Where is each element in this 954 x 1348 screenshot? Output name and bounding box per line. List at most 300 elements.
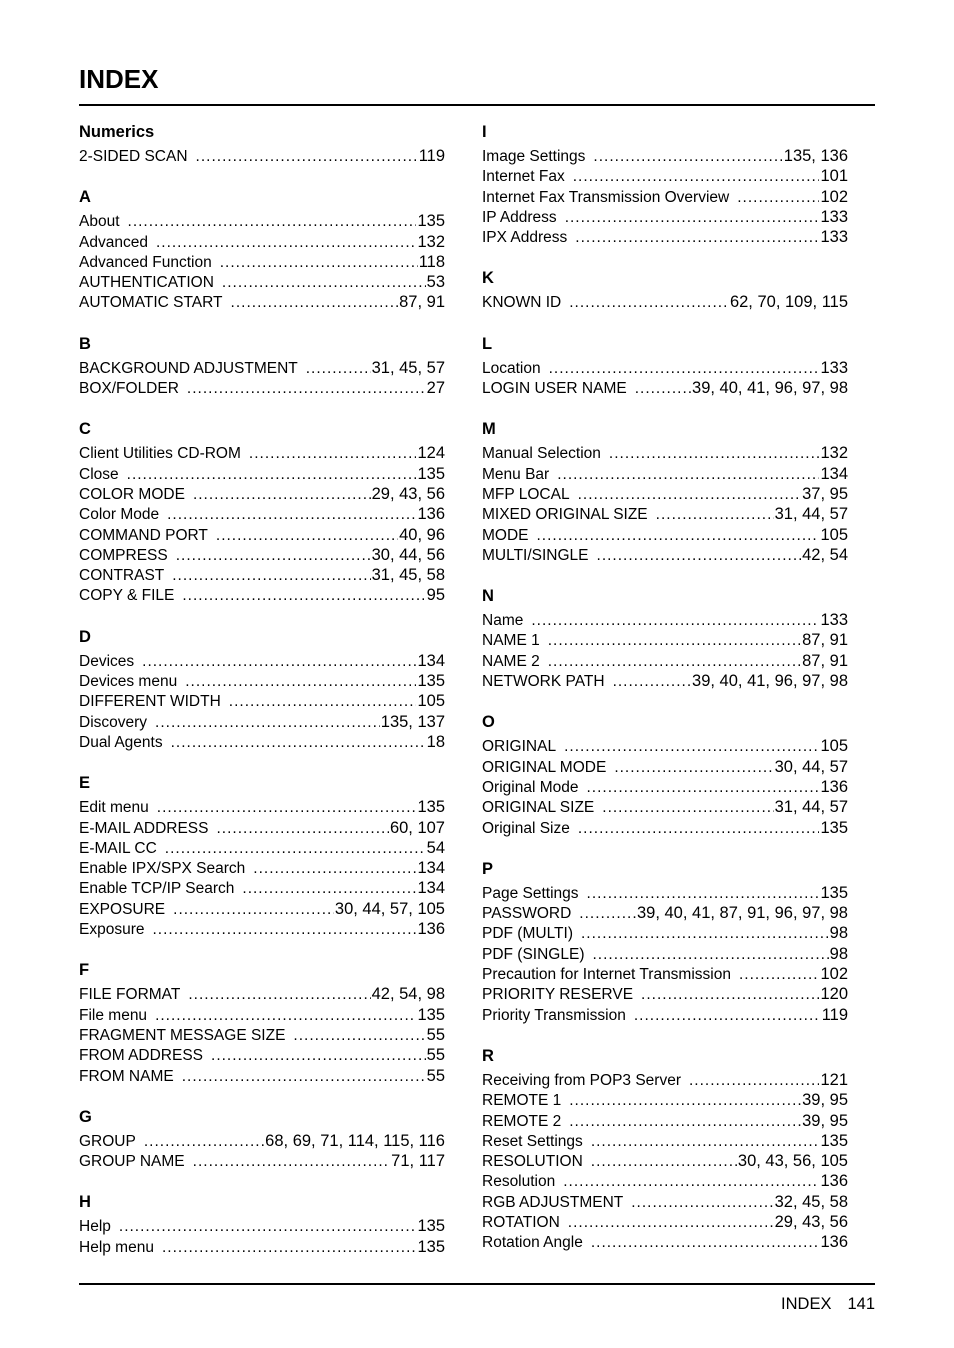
dot-leader [614, 758, 773, 778]
index-entry [79, 732, 445, 752]
entry-term: REMOTE 1 [482, 1092, 562, 1110]
entry-term: Devices menu [79, 673, 178, 691]
dot-leader [167, 505, 416, 525]
index-section [79, 627, 445, 752]
entry-pages[interactable]: 124 [417, 444, 445, 463]
index-entry [79, 1025, 445, 1045]
entry-term: EXPOSURE [79, 900, 166, 918]
entry-pages[interactable]: 60, 107 [389, 818, 445, 837]
index-entry [79, 232, 445, 252]
index-entry [482, 1005, 848, 1025]
dot-leader [575, 228, 819, 248]
entry-term: Rotation Angle [482, 1234, 583, 1252]
entry-term: PDF (SINGLE) [482, 945, 585, 963]
entry-pages[interactable]: 105 [417, 692, 445, 711]
entry-term: BOX/FOLDER [79, 380, 179, 398]
entry-term: 2-SIDED SCAN [79, 148, 188, 165]
dot-leader [152, 920, 416, 940]
entry-term: E-MAIL CC [79, 839, 157, 857]
index-entry [79, 464, 445, 484]
entry-pages[interactable]: 29, 43, 56 [371, 484, 445, 503]
entry-term: PASSWORD [482, 905, 572, 923]
index-entry [482, 797, 848, 817]
entry-pages[interactable]: 37, 95 [802, 484, 848, 503]
dot-leader [568, 1213, 774, 1233]
index-entry [482, 1090, 848, 1110]
dot-leader [155, 713, 380, 733]
entry-term: Devices [79, 652, 135, 670]
index-entry [79, 691, 445, 711]
entry-term: GROUP NAME [79, 1153, 185, 1171]
index-entry [79, 484, 445, 504]
dot-leader [211, 1046, 426, 1066]
entry-pages[interactable]: 71, 117 [391, 1152, 445, 1171]
entry-pages[interactable]: 18 [426, 732, 445, 751]
entry-pages[interactable]: 95 [426, 586, 445, 605]
dot-leader [548, 652, 801, 672]
dot-leader [593, 147, 782, 167]
dot-leader [196, 147, 418, 167]
entry-pages[interactable]: 135 [820, 1131, 848, 1150]
entry-term: Color Mode [79, 506, 160, 524]
dot-leader [188, 985, 370, 1005]
index-entry [79, 1066, 445, 1086]
section-heading: Numerics [79, 123, 155, 141]
entry-pages[interactable]: 134 [417, 651, 445, 670]
index-entry [482, 883, 848, 903]
index-entry [79, 504, 445, 524]
dot-leader [537, 526, 820, 546]
entry-term: Internet Fax [482, 168, 565, 186]
index-entry [482, 1070, 848, 1090]
index-entry [482, 443, 848, 463]
entry-term: KNOWN ID [482, 294, 562, 312]
page-number: 141 [847, 1295, 875, 1313]
section-heading: G [79, 1107, 92, 1126]
index-entry [482, 207, 848, 227]
entry-pages[interactable]: 135 [417, 212, 445, 231]
entry-term: Enable IPX/SPX Search [79, 860, 246, 878]
entry-term: FRAGMENT MESSAGE SIZE [79, 1026, 286, 1044]
dot-leader [176, 546, 371, 566]
index-entry [482, 984, 848, 1004]
dot-leader [591, 1152, 737, 1172]
entry-pages[interactable]: 118 [418, 252, 445, 271]
entry-pages[interactable]: 105 [820, 737, 848, 756]
dot-leader [569, 1112, 801, 1132]
entry-pages[interactable]: 133 [820, 207, 848, 226]
entry-pages[interactable]: 136 [820, 1172, 848, 1191]
section-heading: P [482, 859, 494, 878]
entry-term: Name [482, 612, 524, 630]
entry-term: AUTOMATIC START [79, 294, 223, 312]
entry-pages[interactable]: 135 [417, 1005, 445, 1024]
index-section [482, 122, 848, 247]
dot-leader [253, 859, 416, 879]
entry-pages[interactable]: 136 [820, 777, 848, 796]
index-entry [79, 146, 445, 166]
entry-pages[interactable]: 134 [417, 879, 445, 898]
index-column-left [79, 122, 445, 1257]
entry-pages[interactable]: 98 [829, 944, 848, 963]
dot-leader [216, 526, 398, 546]
entry-term: Priority Transmission [482, 1006, 626, 1024]
entry-pages[interactable]: 132 [417, 232, 445, 251]
index-entry [482, 923, 848, 943]
entry-pages[interactable]: 39, 40, 41, 87, 91, 96, 97, 98 [636, 904, 848, 923]
dot-leader [613, 672, 691, 692]
index-entry [79, 1237, 445, 1257]
entry-pages[interactable]: 62, 70, 109, 115 [729, 293, 848, 312]
index-entry [482, 1192, 848, 1212]
dot-leader [217, 819, 389, 839]
entry-pages[interactable]: 135, 136 [783, 147, 848, 165]
entry-term: PDF (MULTI) [482, 925, 573, 943]
entry-pages[interactable]: 30, 44, 56 [371, 545, 445, 564]
footer-label: INDEX [781, 1295, 832, 1313]
entry-pages[interactable]: 39, 40, 41, 96, 97, 98 [692, 672, 848, 691]
entry-term: Advanced Function [79, 253, 212, 271]
entry-pages[interactable]: 101 [820, 167, 848, 186]
entry-term: Exposure [79, 921, 145, 939]
entry-pages[interactable]: 29, 43, 56 [774, 1212, 848, 1231]
entry-pages[interactable]: 135, 137 [380, 712, 445, 731]
entry-pages[interactable]: 134 [820, 464, 848, 483]
entry-pages[interactable]: 136 [417, 920, 445, 939]
index-entry [482, 1232, 848, 1252]
index-entry [79, 818, 445, 838]
entry-term: Original Mode [482, 778, 579, 796]
index-entry [482, 1212, 848, 1232]
entry-term: Manual Selection [482, 445, 601, 463]
index-section [79, 960, 445, 1085]
entry-term: Client Utilities CD-ROM [79, 445, 241, 463]
section-heading: L [482, 334, 493, 353]
entry-pages[interactable]: 39, 40, 41, 96, 97, 98 [692, 379, 848, 398]
entry-term: MFP LOCAL [482, 485, 570, 503]
dot-leader [641, 985, 819, 1005]
index-section [79, 1192, 445, 1257]
entry-pages[interactable]: 105 [820, 525, 848, 544]
entry-term: Help [79, 1218, 111, 1236]
dot-leader [222, 273, 426, 293]
entry-term: ORIGINAL [482, 738, 557, 756]
dot-leader [249, 444, 417, 464]
entry-term: BACKGROUND ADJUSTMENT [79, 359, 298, 377]
dot-leader [549, 359, 820, 379]
index-entry [79, 878, 445, 898]
dot-leader [587, 778, 820, 798]
section-heading: A [79, 188, 91, 207]
entry-term: RGB ADJUSTMENT [482, 1193, 624, 1211]
dot-leader [220, 253, 418, 273]
entry-term: NETWORK PATH [482, 673, 605, 691]
entry-pages[interactable]: 135 [417, 1217, 445, 1236]
dot-leader [157, 798, 417, 818]
index-entry [79, 272, 445, 292]
dot-leader [231, 293, 399, 313]
entry-term: Receiving from POP3 Server [482, 1071, 681, 1089]
dot-leader [631, 1193, 773, 1213]
index-entry [482, 166, 848, 186]
entry-pages[interactable]: 30, 44, 57, 105 [334, 899, 445, 918]
index-entry [482, 464, 848, 484]
section-heading: B [79, 334, 91, 353]
entry-pages[interactable]: 53 [426, 273, 445, 292]
index-entry [482, 1151, 848, 1171]
index-entry [79, 545, 445, 565]
entry-pages[interactable]: 31, 45, 58 [371, 566, 445, 585]
index-entry [482, 903, 848, 923]
dot-leader [155, 1006, 416, 1026]
entry-pages[interactable]: 119 [821, 1005, 848, 1024]
entry-term: Reset Settings [482, 1132, 583, 1150]
entry-term: MULTI/SINGLE [482, 546, 589, 564]
index-entry [482, 944, 848, 964]
entry-term: Advanced [79, 233, 148, 251]
index-entry [79, 651, 445, 671]
entry-term: Dual Agents [79, 733, 163, 751]
index-section [482, 334, 848, 399]
entry-term: Help menu [79, 1238, 154, 1256]
index-entry [482, 818, 848, 838]
entry-pages[interactable]: 133 [820, 358, 848, 377]
entry-pages[interactable]: 87, 91 [399, 293, 445, 312]
section-heading: O [482, 713, 495, 732]
footer-rule [79, 1283, 875, 1285]
dot-leader [144, 1132, 264, 1152]
entry-pages[interactable]: 55 [426, 1046, 445, 1065]
entry-term: REMOTE 2 [482, 1112, 562, 1130]
entry-term: COPY & FILE [79, 587, 175, 605]
dot-leader [531, 611, 819, 631]
section-heading: M [482, 420, 496, 439]
entry-pages[interactable]: 55 [426, 1066, 445, 1085]
entry-pages[interactable]: 135 [820, 883, 848, 902]
index-section [482, 268, 848, 312]
entry-pages[interactable]: 135 [417, 1237, 445, 1256]
section-heading: I [482, 123, 487, 141]
entry-term: Image Settings [482, 148, 586, 165]
index-section [79, 122, 445, 166]
index-entry [79, 525, 445, 545]
entry-pages[interactable]: 27 [426, 379, 445, 398]
dot-leader [609, 444, 820, 464]
index-entry [482, 610, 848, 630]
index-entry [482, 651, 848, 671]
index-entry [79, 899, 445, 919]
entry-pages[interactable]: 42, 54 [802, 545, 848, 564]
entry-pages[interactable]: 121 [820, 1070, 848, 1089]
dot-leader [573, 167, 820, 187]
dot-leader [173, 900, 334, 920]
entry-pages[interactable]: 135 [417, 798, 445, 817]
index-entry [79, 797, 445, 817]
dot-leader [635, 379, 691, 399]
entry-term: COMMAND PORT [79, 526, 208, 544]
entry-pages[interactable]: 87, 91 [802, 631, 848, 650]
dot-leader [578, 485, 802, 505]
entry-term: AUTHENTICATION [79, 274, 214, 292]
index-entry [482, 757, 848, 777]
entry-term: Original Size [482, 819, 570, 837]
entry-term: MIXED ORIGINAL SIZE [482, 506, 648, 524]
entry-term: COLOR MODE [79, 485, 185, 503]
dot-leader [142, 652, 416, 672]
entry-pages[interactable]: 68, 69, 71, 114, 115, 116 [265, 1131, 445, 1150]
entry-term: ORIGINAL SIZE [482, 799, 595, 817]
entry-term: ROTATION [482, 1213, 560, 1231]
entry-pages[interactable]: 136 [417, 505, 445, 524]
dot-leader [119, 1217, 417, 1237]
dot-leader [581, 924, 829, 944]
entry-pages[interactable]: 39, 95 [802, 1091, 848, 1110]
index-section [482, 712, 848, 837]
index-entry [482, 378, 848, 398]
entry-term: MODE [482, 526, 529, 544]
entry-pages[interactable]: 134 [417, 859, 445, 878]
dot-leader [182, 1067, 426, 1087]
entry-pages[interactable]: 39, 95 [802, 1111, 848, 1130]
index-entry [482, 671, 848, 691]
entry-pages[interactable]: 119 [418, 147, 445, 165]
entry-pages[interactable]: 30, 43, 56, 105 [737, 1152, 848, 1171]
dot-leader [306, 359, 371, 379]
entry-term: Page Settings [482, 884, 579, 902]
entry-pages[interactable]: 135 [820, 818, 848, 837]
entry-term: Menu Bar [482, 465, 550, 483]
entry-pages[interactable]: 120 [820, 985, 848, 1004]
dot-leader [656, 505, 774, 525]
entry-pages[interactable]: 98 [829, 924, 848, 943]
entry-term: Discovery [79, 713, 148, 731]
page-title: INDEX [79, 64, 159, 94]
index-entry [482, 504, 848, 524]
index-entry [79, 211, 445, 231]
index-entry [79, 838, 445, 858]
section-heading: F [79, 961, 90, 980]
entry-term: IP Address [482, 208, 557, 226]
index-entry [79, 984, 445, 1004]
index-section [79, 773, 445, 939]
dot-leader [569, 293, 729, 313]
entry-term: LOGIN USER NAME [482, 380, 627, 398]
dot-leader [182, 586, 425, 606]
section-heading: E [79, 774, 91, 793]
dot-leader [127, 465, 417, 485]
entry-term: FILE FORMAT [79, 986, 181, 1004]
dot-leader [193, 1152, 391, 1172]
entry-term: FROM NAME [79, 1067, 174, 1085]
entry-term: Enable TCP/IP Search [79, 880, 235, 898]
index-entry [482, 525, 848, 545]
dot-leader [565, 208, 820, 228]
entry-term: Close [79, 465, 119, 483]
dot-leader [187, 379, 426, 399]
dot-leader [587, 884, 820, 904]
entry-pages[interactable]: 132 [820, 444, 848, 463]
dot-leader [591, 1233, 820, 1253]
entry-pages[interactable]: 136 [820, 1233, 848, 1252]
entry-pages[interactable]: 133 [820, 228, 848, 247]
index-entry [482, 187, 848, 207]
index-entry [482, 1131, 848, 1151]
dot-leader [193, 485, 371, 505]
title-rule [79, 104, 875, 106]
section-heading: D [79, 627, 91, 646]
index-section [79, 1107, 445, 1172]
index-entry [79, 1151, 445, 1171]
dot-leader [634, 1006, 821, 1026]
entry-pages[interactable]: 87, 91 [802, 651, 848, 670]
index-entry [482, 545, 848, 565]
entry-term: Resolution [482, 1173, 556, 1191]
index-entry [79, 1005, 445, 1025]
dot-leader [564, 737, 819, 757]
index-entry [79, 585, 445, 605]
dot-leader [185, 672, 416, 692]
index-entry [482, 777, 848, 797]
index-entry [79, 712, 445, 732]
entry-pages[interactable]: 32, 45, 58 [774, 1192, 848, 1211]
entry-term: CONTRAST [79, 567, 165, 585]
section-heading: K [482, 269, 494, 288]
entry-pages[interactable]: 31, 44, 57 [774, 798, 848, 817]
entry-term: E-MAIL ADDRESS [79, 819, 209, 837]
entry-pages[interactable]: 54 [426, 838, 445, 857]
index-section [482, 419, 848, 565]
entry-term: Edit menu [79, 799, 149, 817]
dot-leader [602, 798, 773, 818]
dot-leader [171, 733, 426, 753]
index-entry [79, 858, 445, 878]
dot-leader [592, 945, 828, 965]
index-entry [482, 736, 848, 756]
dot-leader [172, 566, 370, 586]
entry-term: IPX Address [482, 229, 568, 247]
entry-pages[interactable]: 31, 44, 57 [774, 505, 848, 524]
entry-pages[interactable]: 55 [426, 1025, 445, 1044]
entry-pages[interactable]: 30, 44, 57 [774, 757, 848, 776]
section-heading: N [482, 587, 494, 606]
index-entry [79, 443, 445, 463]
index-entry [482, 227, 848, 247]
dot-leader [557, 465, 819, 485]
entry-term: DIFFERENT WIDTH [79, 693, 221, 711]
index-entry [482, 146, 848, 166]
index-entry [79, 919, 445, 939]
entry-term: Internet Fax Transmission Overview [482, 188, 730, 206]
entry-pages[interactable]: 102 [820, 187, 848, 206]
entry-pages[interactable]: 135 [417, 464, 445, 483]
dot-leader [293, 1026, 425, 1046]
entry-pages[interactable]: 135 [417, 672, 445, 691]
entry-pages[interactable]: 40, 96 [399, 525, 445, 544]
entry-pages[interactable]: 133 [820, 611, 848, 630]
dot-leader [569, 1091, 801, 1111]
index-entry [79, 1216, 445, 1236]
index-section [482, 1046, 848, 1253]
dot-leader [563, 1172, 819, 1192]
entry-term: NAME 2 [482, 652, 540, 670]
entry-pages[interactable]: 31, 45, 57 [371, 358, 445, 377]
entry-term: RESOLUTION [482, 1153, 583, 1171]
entry-pages[interactable]: 42, 54, 98 [371, 985, 445, 1004]
index-entry [79, 565, 445, 585]
entry-term: Location [482, 359, 541, 377]
entry-pages[interactable]: 102 [820, 965, 848, 984]
index-entry [482, 484, 848, 504]
